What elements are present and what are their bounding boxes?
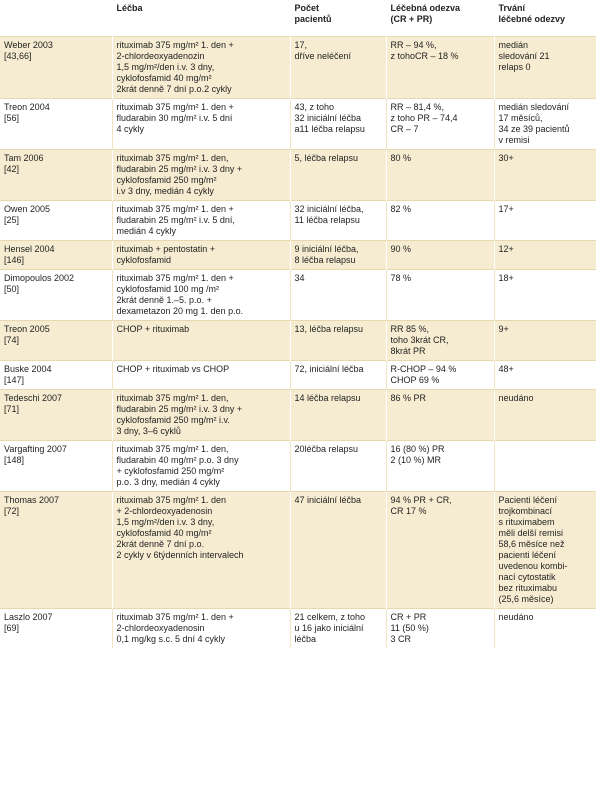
patients-line: 20léčba relapsu (294, 444, 359, 454)
cell-treatment (112, 99, 290, 150)
header-duration-line: Trvání (498, 3, 526, 13)
cell-study (0, 390, 112, 441)
cell-duration (494, 37, 596, 99)
patients-line: 5, léčba relapsu (294, 153, 359, 163)
table-row (0, 37, 596, 99)
cell-duration (494, 390, 596, 441)
response-line: 11 (50 %) (390, 623, 429, 633)
study-line: [148] (4, 455, 25, 465)
patients-line: 11 léčba relapsu (294, 215, 360, 225)
header-patients-line: pacientů (294, 14, 332, 24)
patients-line: 8 léčba relapsu (294, 255, 356, 265)
study-line: Thomas 2007 (4, 495, 60, 505)
treatment-line: rituximab 375 mg/m² 1. den, (116, 153, 229, 163)
cell-study (0, 441, 112, 492)
duration-line: 48+ (498, 364, 514, 374)
cell-study (0, 492, 112, 609)
response-line: 86 % PR (390, 393, 427, 403)
cell-patients (290, 150, 386, 201)
cell-duration (494, 270, 596, 321)
cell-patients (290, 241, 386, 270)
duration-line: pacienti léčení (498, 550, 557, 560)
response-line: z toho PR – 74,4 (390, 113, 458, 123)
treatment-line: + 2-chlordeoxyadenosin (116, 506, 213, 516)
cell-duration (494, 492, 596, 609)
cell-patients (290, 270, 386, 321)
duration-line: 17 měsíců, (498, 113, 543, 123)
treatment-line: 3 dny, 3–6 cyklů (116, 426, 181, 436)
cell-response (386, 270, 494, 321)
duration-line: v remisi (498, 135, 530, 145)
study-line: [42] (4, 164, 20, 174)
response-line: toho 3krát CR, (390, 335, 449, 345)
cell-patients (290, 201, 386, 241)
cell-patients (290, 609, 386, 649)
duration-line: neudáno (498, 393, 534, 403)
cell-duration (494, 609, 596, 649)
duration-line: neudáno (498, 612, 534, 622)
cell-treatment (112, 201, 290, 241)
study-line: [43,66] (4, 51, 32, 61)
cell-patients (290, 99, 386, 150)
header-duration (494, 0, 596, 37)
treatment-line: cyklofosfamid 250 mg/m² (116, 175, 217, 185)
cell-treatment (112, 361, 290, 390)
treatment-line: + cyklofosfamid 250 mg/m² (116, 466, 225, 476)
duration-line: 12+ (498, 244, 514, 254)
header-study (0, 0, 112, 37)
treatment-line: medián 4 cykly (116, 226, 177, 236)
duration-line: medián (498, 40, 529, 50)
study-line: Treon 2004 (4, 102, 50, 112)
response-line: 82 % (390, 204, 412, 214)
study-line: Tedeschi 2007 (4, 393, 63, 403)
duration-line: 34 ze 39 pacientů (498, 124, 570, 134)
study-line: [71] (4, 404, 20, 414)
study-line: Owen 2005 (4, 204, 51, 214)
response-line: CR 17 % (390, 506, 427, 516)
cell-duration (494, 150, 596, 201)
study-line: Weber 2003 (4, 40, 53, 50)
cell-patients (290, 361, 386, 390)
study-line: [25] (4, 215, 20, 225)
cell-patients (290, 492, 386, 609)
cell-study (0, 37, 112, 99)
treatment-line: fludarabin 30 mg/m² i.v. 5 dní (116, 113, 233, 123)
treatment-line: 2krát denně 7 dní p.o.2 cykly (116, 84, 232, 94)
table-row (0, 441, 596, 492)
cell-response (386, 241, 494, 270)
cell-treatment (112, 37, 290, 99)
cell-treatment (112, 609, 290, 649)
treatment-line: rituximab + pentostatin + (116, 244, 216, 254)
table-body (0, 37, 596, 649)
treatment-line: rituximab 375 mg/m² 1. den + (116, 612, 234, 622)
treatment-line: fludarabin 25 mg/m² i.v. 5 dní, (116, 215, 235, 225)
cell-response (386, 361, 494, 390)
cell-duration (494, 201, 596, 241)
response-line: 78 % (390, 273, 412, 283)
response-line: 90 % (390, 244, 412, 254)
duration-line: s rituximabem (498, 517, 555, 527)
response-line: z tohoCR – 18 % (390, 51, 459, 61)
table-row (0, 492, 596, 609)
cell-duration (494, 441, 596, 492)
treatment-line: cyklofosfamid 250 mg/m² i.v. (116, 415, 230, 425)
table-row (0, 609, 596, 649)
duration-line: měli delší remisi (498, 528, 564, 538)
treatment-line: cyklofosfamid 40 mg/m² (116, 528, 212, 538)
cell-study (0, 99, 112, 150)
cell-response (386, 609, 494, 649)
cell-study (0, 150, 112, 201)
duration-line: sledování 21 (498, 51, 550, 61)
study-line: [56] (4, 113, 20, 123)
study-line: Dimopoulos 2002 (4, 273, 75, 283)
study-line: [147] (4, 375, 25, 385)
response-line: RR – 94 %, (390, 40, 437, 50)
patients-line: 43, z toho (294, 102, 335, 112)
cell-duration (494, 241, 596, 270)
duration-line: relaps 0 (498, 62, 531, 72)
patients-line: 34 (294, 273, 305, 283)
treatment-line: rituximab 375 mg/m² 1. den, (116, 444, 229, 454)
treatment-line: fludarabin 25 mg/m² i.v. 3 dny + (116, 404, 243, 414)
table-row (0, 99, 596, 150)
cell-patients (290, 390, 386, 441)
treatment-line: i.v 3 dny, medián 4 cykly (116, 186, 214, 196)
table-row (0, 150, 596, 201)
study-line: Hensel 2004 (4, 244, 55, 254)
study-line: [69] (4, 623, 20, 633)
treatment-line: 1,5 mg/m²/den i.v. 3 dny, (116, 517, 215, 527)
response-line: 16 (80 %) PR (390, 444, 445, 454)
study-line: Treon 2005 (4, 324, 50, 334)
treatment-line: rituximab 375 mg/m² 1. den + (116, 40, 234, 50)
treatment-line: 4 cykly (116, 124, 145, 134)
response-line: RR – 81,4 %, (390, 102, 445, 112)
cell-response (386, 150, 494, 201)
header-patients-line: Počet (294, 3, 320, 13)
treatment-line: 1,5 mg/m²/den i.v. 3 dny, (116, 62, 215, 72)
duration-line: Pacienti léčení (498, 495, 558, 505)
duration-line: uvedenou kombi- (498, 561, 568, 571)
response-line: 8krát PR (390, 346, 426, 356)
treatment-line: 2 cykly v 6týdenních intervalech (116, 550, 244, 560)
header-response (386, 0, 494, 37)
patients-line: 13, léčba relapsu (294, 324, 364, 334)
patients-line: 9 iniciální léčba, (294, 244, 359, 254)
treatment-line: 0,1 mg/kg s.c. 5 dní 4 cykly (116, 634, 226, 644)
table-row (0, 241, 596, 270)
header-treatment (112, 0, 290, 37)
treatment-line: CHOP + rituximab (116, 324, 190, 334)
cell-study (0, 321, 112, 361)
cell-treatment (112, 241, 290, 270)
cell-study (0, 609, 112, 649)
duration-line: 58,6 měsíce než (498, 539, 565, 549)
header-patients (290, 0, 386, 37)
table-row (0, 201, 596, 241)
cell-response (386, 201, 494, 241)
cell-response (386, 390, 494, 441)
treatment-line: dexametazon 20 mg 1. den p.o. (116, 306, 244, 316)
treatment-line: cyklofosfamid (116, 255, 172, 265)
response-line: RR 85 %, (390, 324, 430, 334)
treatment-line: fludarabin 25 mg/m² i.v. 3 dny + (116, 164, 243, 174)
cell-study (0, 201, 112, 241)
cell-response (386, 441, 494, 492)
duration-line: 9+ (498, 324, 509, 334)
response-line: CHOP 69 % (390, 375, 440, 385)
cell-study (0, 270, 112, 321)
header-response-line: Léčebná odezva (390, 3, 461, 13)
treatment-line: 2-chlordeoxyadenozin (116, 51, 205, 61)
treatment-line: rituximab 375 mg/m² 1. den (116, 495, 227, 505)
treatment-line: CHOP + rituximab vs CHOP (116, 364, 230, 374)
patients-line: léčba (294, 634, 317, 644)
patients-line: 32 iniciální léčba, (294, 204, 364, 214)
study-line: [50] (4, 284, 20, 294)
duration-line: bez rituximabu (498, 583, 558, 593)
cell-duration (494, 361, 596, 390)
response-line: 94 % PR + CR, (390, 495, 452, 505)
duration-line: medián sledování (498, 102, 570, 112)
patients-line: dříve neléčení (294, 51, 352, 61)
treatment-line: fludarabin 40 mg/m² p.o. 3 dny (116, 455, 239, 465)
treatment-line: rituximab 375 mg/m² 1. den + (116, 102, 234, 112)
duration-line: (25,6 měsíce) (498, 594, 554, 604)
cell-response (386, 37, 494, 99)
patients-line: a11 léčba relapsu (294, 124, 365, 134)
table-row (0, 270, 596, 321)
header-duration-line: léčebné odezvy (498, 14, 566, 24)
treatment-line: p.o. 3 dny, medián 4 cykly (116, 477, 220, 487)
table-row (0, 361, 596, 390)
header-response-line: (CR + PR) (390, 14, 433, 24)
duration-line: nací cytostatik (498, 572, 556, 582)
patients-line: 21 celkem, z toho (294, 612, 366, 622)
patients-line: 47 iniciální léčba (294, 495, 362, 505)
cell-study (0, 241, 112, 270)
cell-treatment (112, 321, 290, 361)
study-line: Vargafting 2007 (4, 444, 67, 454)
patients-line: 32 iniciální léčba (294, 113, 362, 123)
treatment-line: 2-chlordeoxyadenosin (116, 623, 205, 633)
cell-patients (290, 441, 386, 492)
cell-response (386, 492, 494, 609)
cell-response (386, 321, 494, 361)
response-line: R-CHOP – 94 % (390, 364, 457, 374)
patients-line: 72, iniciální léčba (294, 364, 364, 374)
study-line: [72] (4, 506, 20, 516)
response-line: 3 CR (390, 634, 412, 644)
header-treatment-line: Léčba (116, 3, 143, 13)
study-line: Tam 2006 (4, 153, 44, 163)
duration-line: 30+ (498, 153, 514, 163)
treatment-line: cyklofosfamid 100 mg /m² (116, 284, 220, 294)
response-line: 2 (10 %) MR (390, 455, 442, 465)
patients-line: u 16 jako iniciální (294, 623, 364, 633)
cell-patients (290, 37, 386, 99)
response-line: CR – 7 (390, 124, 419, 134)
treatment-line: cyklofosfamid 40 mg/m² (116, 73, 212, 83)
study-line: Laszlo 2007 (4, 612, 53, 622)
cell-treatment (112, 390, 290, 441)
cell-patients (290, 321, 386, 361)
treatment-line: rituximab 375 mg/m² 1. den + (116, 273, 234, 283)
cell-treatment (112, 270, 290, 321)
cell-duration (494, 99, 596, 150)
cell-treatment (112, 150, 290, 201)
treatment-line: 2krát denně 1.–5. p.o. + (116, 295, 212, 305)
study-line: [146] (4, 255, 25, 265)
treatment-line: 2krát denně 7 dní p.o. (116, 539, 205, 549)
cell-duration (494, 321, 596, 361)
patients-line: 14 léčba relapsu (294, 393, 361, 403)
table-header-row (0, 0, 596, 37)
table-row (0, 390, 596, 441)
duration-line: trojkombinací (498, 506, 553, 516)
patients-line: 17, (294, 40, 308, 50)
study-line: [74] (4, 335, 20, 345)
study-line: Buske 2004 (4, 364, 52, 374)
treatment-line: rituximab 375 mg/m² 1. den, (116, 393, 229, 403)
cell-study (0, 361, 112, 390)
cell-treatment (112, 492, 290, 609)
response-line: 80 % (390, 153, 412, 163)
table-row (0, 321, 596, 361)
duration-line: 18+ (498, 273, 514, 283)
cell-response (386, 99, 494, 150)
response-line: CR + PR (390, 612, 427, 622)
cell-treatment (112, 441, 290, 492)
duration-line: 17+ (498, 204, 514, 214)
treatment-line: rituximab 375 mg/m² 1. den + (116, 204, 234, 214)
